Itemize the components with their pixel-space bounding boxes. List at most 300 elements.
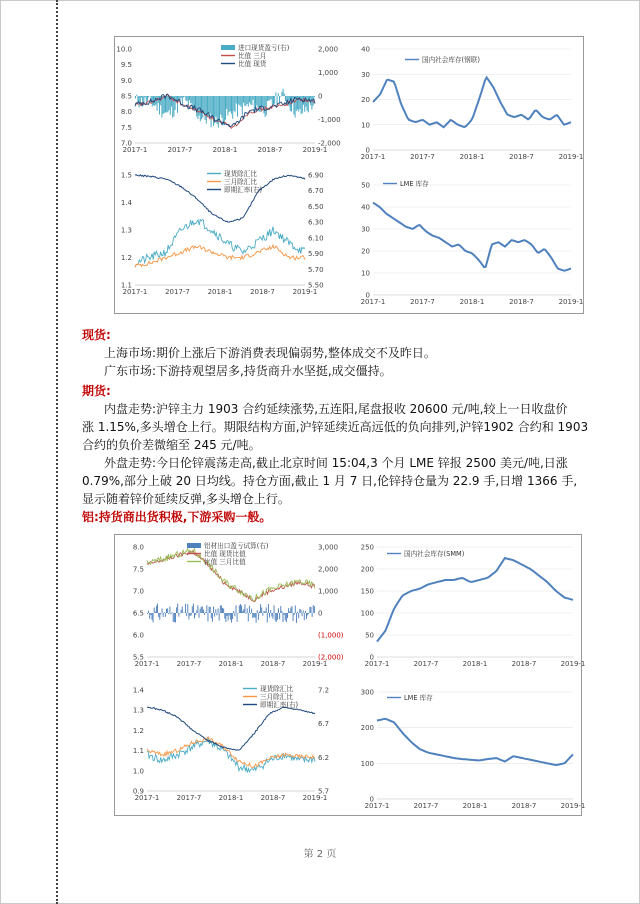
bar-mark (285, 96, 286, 101)
legend-swatch (221, 45, 235, 50)
bar-mark (257, 610, 258, 613)
y-tick-label: 6.5 (132, 609, 144, 618)
x-tick-label: 2017-1 (134, 660, 160, 668)
y-tick-label: 1.1 (120, 281, 132, 290)
bar-mark (172, 612, 173, 613)
y-tick-label: 30 (361, 225, 370, 234)
bar-mark (204, 613, 205, 615)
y2-tick-label: 6.30 (308, 218, 324, 227)
legend-zinc-exch-2: 即期汇率(右) (224, 186, 263, 194)
x-tick-label: 2019-1 (560, 802, 586, 810)
bar-mark (223, 609, 224, 613)
x-tick-label: 2017-1 (134, 794, 160, 802)
x-tick-label: 2018-7 (250, 288, 275, 296)
bar-mark (160, 613, 161, 614)
bar-mark (233, 611, 234, 613)
x-tick-label: 2018-7 (511, 660, 537, 668)
bar-mark (314, 96, 315, 97)
y2-tick-label: -2,000 (318, 139, 341, 148)
bar-mark (309, 607, 310, 613)
bar-mark (154, 608, 155, 613)
legend-zinc-ratio-2: 比值 现货 (238, 60, 267, 68)
legend-al-ratio-2: 比值 三月比值 (204, 558, 246, 566)
bar-mark (227, 613, 228, 616)
bar-mark (240, 604, 241, 613)
bar-mark (295, 606, 296, 613)
bar-mark (307, 96, 308, 111)
futures-external-line-3: 显示随着锌价延续反弹,多头增仓上行。 (82, 492, 290, 506)
bar-mark (222, 608, 223, 613)
bar-mark (215, 96, 216, 117)
bar-mark (314, 606, 315, 613)
bar-mark (225, 613, 226, 622)
bar-mark (266, 96, 267, 115)
y-tick-label: 200 (360, 724, 374, 733)
bar-mark (275, 92, 276, 96)
y-tick-label: 1.4 (120, 199, 132, 207)
bar-mark (226, 96, 227, 109)
bar-mark (263, 611, 264, 613)
bar-mark (196, 610, 197, 613)
bar-mark (156, 606, 157, 613)
y-tick-label: 10 (361, 269, 370, 278)
bar-mark (311, 96, 312, 110)
series-line-1 (135, 220, 305, 267)
y-tick-label: 50 (361, 181, 370, 190)
y-tick-label: 8.0 (120, 108, 132, 117)
legend-zinc-social-0: 国内社会库存(钢联) (422, 56, 480, 64)
y-tick-label: 40 (361, 203, 370, 212)
y-tick-label: 1.4 (132, 686, 144, 695)
bar-mark (196, 96, 197, 117)
x-tick-label: 2017-7 (413, 802, 439, 810)
x-tick-label: 2018-1 (459, 153, 485, 161)
bar-mark (283, 89, 284, 96)
bar-mark (307, 613, 308, 615)
y-tick-label: 10 (361, 121, 370, 130)
bar-mark (271, 96, 272, 99)
x-tick-label: 2017-7 (176, 660, 202, 668)
y-tick-label: 1.1 (132, 747, 144, 756)
y2-tick-label: 0 (318, 92, 323, 101)
bar-mark (195, 96, 196, 108)
bar-mark (221, 605, 222, 613)
legend-al-social-0: 国内社会库存(SMM) (404, 550, 465, 558)
y-tick-label: 200 (360, 565, 374, 574)
bar-mark (188, 613, 189, 620)
x-tick-label: 2017-1 (122, 146, 148, 154)
heading-spot: 现货: (82, 328, 111, 342)
bar-mark (193, 604, 194, 613)
bar-mark (238, 96, 239, 105)
bar-mark (155, 612, 156, 613)
bar-mark (285, 613, 286, 620)
y-tick-label: 7.0 (132, 587, 144, 596)
futures-external-line-2: 0.79%,部分上破 20 日均线。持仓方面,截止 1 月 7 日,伦锌持仓量为 22.9 手,日增 1366 手, (82, 474, 578, 488)
bar-mark (157, 604, 158, 613)
bar-mark (275, 613, 276, 621)
bar-mark (207, 613, 208, 621)
bar-mark (213, 96, 214, 126)
bar-mark (311, 607, 312, 613)
aluminum-charts-svg (115, 535, 586, 815)
bar-mark (194, 613, 195, 619)
bar-mark (252, 613, 253, 618)
bar-mark (232, 96, 233, 119)
bar-mark (219, 613, 220, 621)
bar-mark (201, 96, 202, 119)
heading-futures: 期货: (82, 384, 111, 398)
legend-al-ratio-0: 铝材出口盈亏试算(右) (204, 542, 269, 550)
x-tick-label: 2018-7 (257, 146, 283, 154)
y-tick-label: 0 (365, 291, 370, 300)
zinc-chart-figure (114, 36, 584, 314)
x-tick-label: 2018-1 (218, 660, 244, 668)
y-tick-label: 40 (361, 45, 370, 54)
bar-mark (224, 96, 225, 124)
y2-tick-label: 6.10 (308, 234, 324, 243)
y-tick-label: 0 (369, 795, 374, 804)
bar-mark (242, 611, 243, 613)
bar-mark (239, 96, 240, 105)
x-tick-label: 2018-1 (218, 794, 244, 802)
x-tick-label: 2019-1 (558, 153, 584, 161)
bar-mark (186, 613, 187, 616)
bar-mark (259, 611, 260, 613)
bar-mark (249, 606, 250, 613)
series-line-2 (147, 737, 315, 768)
bar-mark (192, 606, 193, 613)
bar-mark (300, 610, 301, 613)
x-tick-label: 2017-1 (360, 153, 386, 161)
bar-mark (253, 96, 254, 100)
bar-mark (247, 608, 248, 613)
bar-mark (291, 606, 292, 613)
bar-mark (308, 96, 309, 112)
bar-mark (195, 613, 196, 615)
bar-mark (265, 612, 266, 613)
y-tick-label: 1.5 (120, 171, 132, 180)
y2-tick-label: 6.50 (308, 202, 324, 211)
bar-mark (301, 96, 302, 114)
y2-tick-label: 6.7 (318, 720, 330, 729)
x-tick-label: 2019-1 (302, 794, 328, 802)
bar-mark (280, 96, 281, 97)
y-tick-label: 1.0 (132, 767, 144, 776)
bar-mark (246, 613, 247, 614)
bar-mark (243, 609, 244, 613)
bar-mark (163, 96, 164, 114)
bar-mark (206, 96, 207, 124)
y2-tick-label: 5.7 (318, 787, 330, 796)
x-tick-label: 2017-1 (122, 288, 148, 296)
series-line-1 (377, 558, 573, 642)
bar-mark (209, 607, 210, 613)
bar-mark (247, 96, 248, 104)
y-tick-label: 5.5 (132, 653, 144, 662)
bar-mark (241, 606, 242, 613)
bar-mark (209, 96, 210, 113)
bar-mark (147, 613, 148, 614)
bar-mark (229, 96, 230, 112)
bar-mark (214, 613, 215, 617)
bar-mark (190, 96, 191, 103)
bar-mark (201, 607, 202, 613)
bar-mark (203, 610, 204, 613)
bar-mark (262, 96, 263, 106)
bar-mark (302, 96, 303, 113)
bar-mark (167, 608, 168, 613)
bar-mark (153, 613, 154, 622)
bar-mark (260, 604, 261, 613)
bar-mark (255, 613, 256, 618)
bar-mark (270, 610, 271, 613)
bar-mark (219, 96, 220, 121)
x-tick-label: 2018-7 (509, 153, 534, 161)
bar-mark (261, 607, 262, 613)
bar-mark (197, 605, 198, 613)
bar-mark (277, 613, 278, 620)
x-tick-label: 2017-1 (364, 660, 390, 668)
bar-mark (245, 96, 246, 106)
y-tick-label: 250 (360, 543, 374, 552)
x-tick-label: 2017-1 (364, 802, 390, 810)
bar-mark (169, 607, 170, 613)
bar-mark (278, 93, 279, 96)
bar-mark (305, 611, 306, 613)
futures-external-line-1: 外盘走势:今日伦锌震荡走高,截止北京时间 15:04,3 个月 LME 锌报 2500 美元/吨,日涨 (104, 456, 568, 470)
bar-mark (190, 613, 191, 616)
y-tick-label: 1.3 (132, 706, 144, 715)
bar-mark (183, 96, 184, 97)
bar-mark (302, 613, 303, 616)
bar-mark (288, 608, 289, 613)
bar-mark (193, 96, 194, 108)
bar-mark (164, 96, 165, 113)
bar-mark (153, 96, 154, 105)
y-tick-label: 7.5 (132, 565, 144, 574)
bar-mark (281, 92, 282, 96)
bar-mark (187, 604, 188, 613)
y2-tick-label: 2,000 (318, 45, 339, 54)
bar-mark (249, 96, 250, 102)
bar-mark (148, 96, 149, 97)
bar-mark (257, 96, 258, 107)
bar-mark (306, 613, 307, 619)
x-tick-label: 2017-7 (413, 660, 439, 668)
bar-mark (241, 96, 242, 107)
bar-mark (274, 96, 275, 104)
bar-mark (253, 613, 254, 617)
bar-mark (237, 613, 238, 622)
bar-mark (221, 96, 222, 118)
bar-mark (269, 96, 270, 100)
bar-mark (233, 96, 234, 111)
futures-domestic-line-3: 合约的负价差微缩至 245 元/吨。 (82, 438, 261, 452)
x-tick-label: 2017-7 (410, 298, 435, 306)
bar-mark (244, 96, 245, 106)
y-tick-label: 10.0 (116, 45, 132, 54)
y-tick-label: 100 (360, 759, 374, 768)
bar-mark (210, 607, 211, 613)
bar-mark (206, 605, 207, 613)
bar-mark (289, 611, 290, 613)
y2-tick-label: 5.90 (308, 250, 324, 259)
bar-mark (177, 96, 178, 113)
x-tick-label: 2018-1 (459, 298, 485, 306)
bar-mark (173, 613, 174, 622)
y2-tick-label: 6.2 (318, 753, 330, 762)
y-tick-label: 150 (360, 587, 374, 596)
bar-mark (227, 96, 228, 116)
bar-mark (150, 613, 151, 615)
bar-mark (244, 604, 245, 613)
bar-mark (312, 613, 313, 617)
y-tick-label: 1.3 (120, 226, 132, 235)
bar-mark (200, 609, 201, 613)
bar-mark (199, 613, 200, 618)
bar-mark (228, 613, 229, 621)
y2-tick-label: 6.70 (308, 187, 324, 196)
bar-mark (218, 96, 219, 128)
x-tick-label: 2018-7 (509, 298, 534, 306)
bar-mark (136, 95, 137, 96)
bar-mark (268, 96, 269, 101)
x-tick-label: 2018-7 (260, 660, 286, 668)
bar-mark (304, 613, 305, 620)
bar-mark (232, 613, 233, 619)
binding-margin-line (56, 0, 58, 904)
bar-mark (181, 96, 182, 98)
bar-mark (165, 613, 166, 617)
legend-swatch (187, 543, 201, 548)
y2-tick-label: 2,000 (318, 565, 339, 574)
x-tick-label: 2019-1 (560, 660, 586, 668)
y-tick-label: 7.5 (120, 123, 132, 132)
bar-mark (308, 613, 309, 614)
bar-mark (177, 604, 178, 613)
bar-mark (211, 96, 212, 127)
x-tick-label: 2018-1 (462, 660, 488, 668)
bar-mark (197, 96, 198, 119)
x-tick-label: 2018-1 (462, 802, 488, 810)
bar-mark (151, 613, 152, 620)
bar-mark (313, 605, 314, 613)
y-tick-label: 1.2 (132, 726, 144, 735)
bar-mark (185, 96, 186, 101)
legend-zinc-ratio-0: 进口现货盈亏(右) (238, 44, 290, 52)
bar-mark (281, 611, 282, 613)
bar-mark (182, 96, 183, 104)
bar-mark (230, 613, 231, 619)
bar-mark (216, 613, 217, 615)
bar-mark (269, 613, 270, 618)
x-tick-label: 2017-7 (176, 794, 202, 802)
bar-mark (248, 613, 249, 621)
bar-mark (294, 613, 295, 615)
series-line-1 (373, 78, 571, 128)
y2-tick-label: 5.70 (308, 265, 324, 274)
bar-mark (280, 606, 281, 613)
bar-mark (260, 96, 261, 112)
y-tick-label: 50 (365, 631, 374, 640)
y2-tick-label: (2,000) (318, 653, 344, 662)
bar-mark (176, 607, 177, 613)
bar-mark (157, 96, 158, 111)
bar-mark (258, 613, 259, 620)
bar-mark (225, 96, 226, 120)
legend-zinc-exch-0: 现货除汇比 (224, 170, 257, 178)
bar-mark (242, 96, 243, 115)
legend-al-ratio-1: 比值 现货比值 (204, 550, 246, 558)
bar-mark (220, 96, 221, 114)
y2-tick-label: (1,000) (318, 631, 344, 640)
bar-mark (175, 96, 176, 110)
bar-mark (234, 613, 235, 616)
bar-mark (191, 613, 192, 615)
bar-mark (199, 96, 200, 116)
y2-tick-label: 1,000 (318, 69, 339, 77)
y-tick-label: 7.0 (120, 139, 132, 148)
bar-mark (166, 96, 167, 112)
bar-mark (212, 96, 213, 117)
bar-mark (182, 607, 183, 613)
bar-mark (251, 96, 252, 105)
y2-tick-label: 7.2 (318, 686, 330, 695)
bar-mark (235, 605, 236, 613)
x-tick-label: 2019-1 (302, 146, 328, 154)
bar-mark (159, 613, 160, 620)
futures-domestic-line-1: 内盘走势:沪锌主力 1903 合约延续涨势,五连阳,尾盘报收 20600 元/吨,较上一日收盘价 (104, 402, 568, 416)
bar-mark (185, 604, 186, 613)
bar-mark (178, 613, 179, 617)
bar-mark (279, 613, 280, 619)
bar-mark (220, 606, 221, 613)
bar-mark (239, 605, 240, 613)
y-tick-label: 9.0 (120, 76, 132, 85)
y-tick-label: 300 (360, 688, 374, 697)
bar-mark (286, 613, 287, 622)
page-number: 第 2 页 (303, 849, 337, 860)
aluminum-chart-figure (114, 534, 586, 816)
bar-mark (287, 613, 288, 618)
spot-shanghai-line: 上海市场:期价上涨后下游消费表现偏弱势,整体成交不及昨日。 (104, 346, 436, 360)
bar-mark (283, 613, 284, 622)
bar-mark (295, 96, 296, 118)
y-tick-label: 0.9 (132, 787, 144, 796)
x-tick-label: 2018-1 (207, 288, 233, 296)
bar-mark (251, 609, 252, 613)
x-tick-label: 2017-1 (360, 298, 386, 306)
bar-mark (149, 613, 150, 619)
bar-mark (218, 608, 219, 613)
bar-mark (284, 93, 285, 96)
x-tick-label: 2018-1 (212, 146, 238, 154)
y-tick-label: 6.0 (132, 631, 144, 640)
bar-mark (171, 613, 172, 614)
bar-mark (297, 612, 298, 613)
bar-mark (236, 96, 237, 104)
bar-mark (248, 96, 249, 107)
bar-mark (293, 613, 294, 621)
y2-tick-label: 6.90 (308, 171, 324, 180)
series-line-2 (135, 245, 305, 267)
bar-mark (224, 613, 225, 619)
bar-mark (231, 613, 232, 623)
x-tick-label: 2018-7 (511, 802, 537, 810)
y-tick-label: 9.5 (120, 61, 132, 70)
bar-mark (276, 613, 277, 622)
